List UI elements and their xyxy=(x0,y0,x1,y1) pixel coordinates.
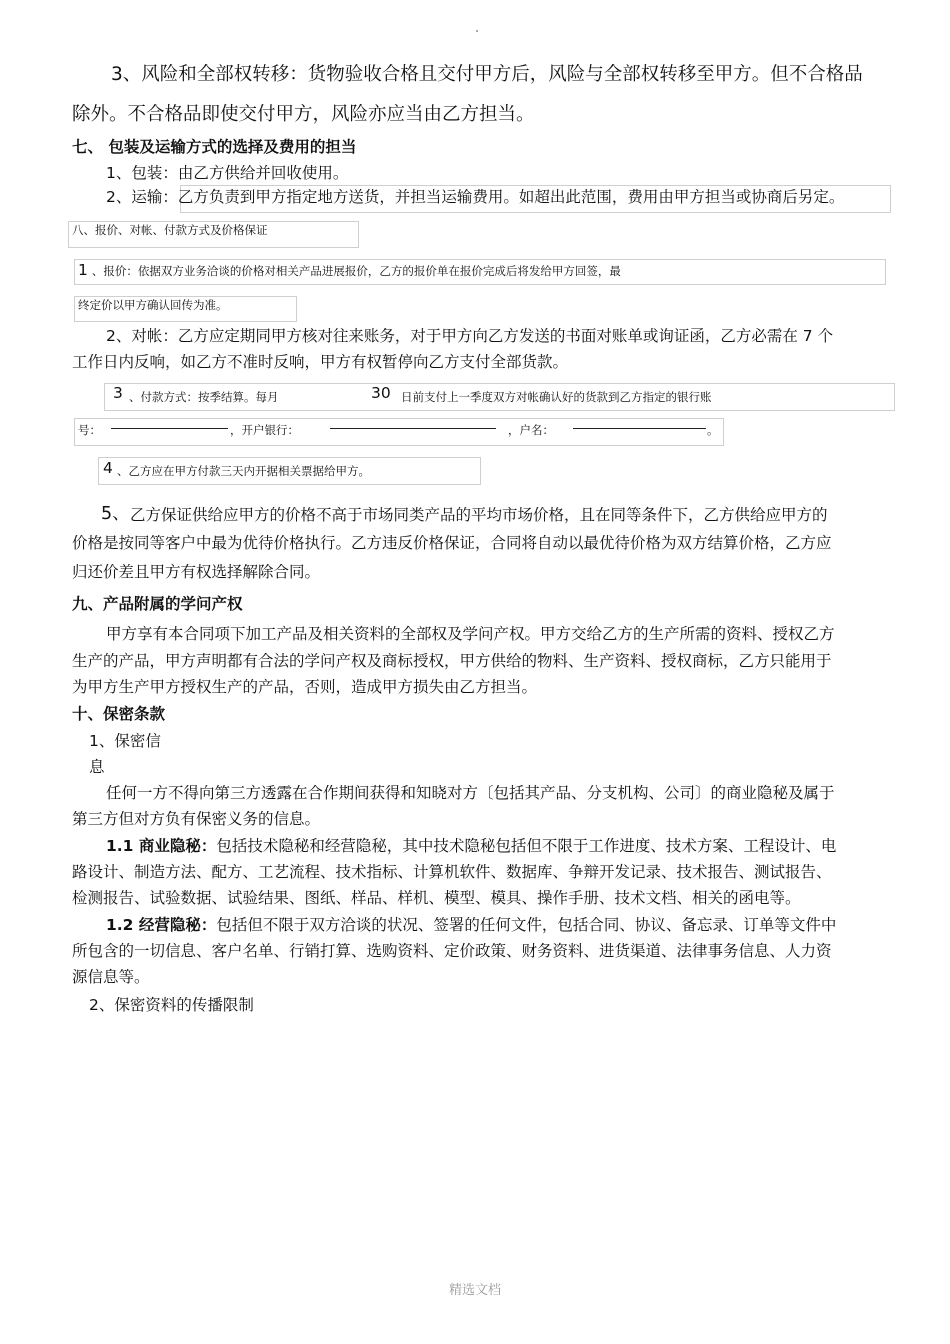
section-7-item-1: 1、包装：由乙方供给并回收使用。 xyxy=(106,164,349,182)
section-8-item-1 xyxy=(78,260,621,279)
section-10-item-2: 2、保密资料的传播限制 xyxy=(89,996,254,1014)
section-8-item-2-line-1: 2、对帐：乙方应定期同甲方核对往来账务，对于甲方向乙方发送的书面对账单或询证函，乙方必需在 7 个 xyxy=(106,327,834,345)
page-footer: 精选文档 xyxy=(448,1283,501,1298)
section-9-line-2: 生产的产品，甲方声明都有合法的学问产权及商标授权，甲方供给的物料、生产资料、授权商标，乙方只能用于 xyxy=(72,652,832,670)
account-label: 号： xyxy=(78,423,101,437)
section-10-item-1-cont: 息 xyxy=(89,758,105,776)
item-3-day: 30 xyxy=(371,384,391,402)
item-4-number: 4 xyxy=(103,459,113,477)
section-7-heading: 七、 包装及运输方式的选择及费用的担当 xyxy=(72,138,357,156)
section-10-item-1: 1、保密信 xyxy=(89,732,161,750)
section-9-line-3: 为甲方生产甲方授权生产的产品，否则，造成甲方损失由乙方担当。 xyxy=(72,678,538,696)
item-5-line-1: 乙方保证供给应甲方的价格不高于市场同类产品的平均市场价格，且在同等条件下，乙方供给应甲方的 xyxy=(130,506,828,524)
trade-secret-line-2: 路设计、制造方法、配方、工艺流程、技术指标、计算机软件、数据库、争辩开发记录、技术报告、测试报告、 xyxy=(72,863,832,881)
item-1-number: 1 xyxy=(78,261,88,279)
confidentiality-para-line-1: 任何一方不得向第三方透露在合作期间获得和知晓对方〔包括其产品、分支机构、公司〕的商业隐秘及属于 xyxy=(106,784,835,802)
account-name-blank xyxy=(573,428,706,429)
bank-label: ，开户银行： xyxy=(230,423,299,437)
account-end: 。 xyxy=(707,423,719,437)
item-3-text-b: 日前支付上一季度双方对帐确认好的货款到乙方指定的银行账 xyxy=(401,390,712,404)
trade-secret-label: 1.1 商业隐秘： xyxy=(106,837,217,855)
item-1-text: 、报价：依据双方业务洽谈的价格对相关产品进展报价，乙方的报价单在报价完成后将发给甲方回签，最 xyxy=(91,264,621,278)
risk-line-1: 3、风险和全部权转移：货物验收合格且交付甲方后，风险与全部权转移至甲方。但不合格品 xyxy=(111,64,863,85)
section-10-heading: 十、保密条款 xyxy=(72,705,166,723)
item-5-line-2: 价格是按同等客户中最为优待价格执行。乙方违反价格保证，合同将自动以最优待价格为双方结算价格，乙方应 xyxy=(72,534,832,552)
section-8-heading: 八、报价、对帐、付款方式及价格保证 xyxy=(72,223,268,237)
bank-blank xyxy=(330,428,496,429)
section-8-item-2-line-2: 工作日内反响，如乙方不准时反响，甲方有权暂停向乙方支付全部货款。 xyxy=(72,353,569,371)
item-4-text: 、乙方应在甲方付款三天内开据相关票据给甲方。 xyxy=(117,464,370,478)
top-mark xyxy=(476,30,478,32)
business-secret-line-3: 源信息等。 xyxy=(72,968,150,986)
account-blank xyxy=(111,428,228,429)
section-9-line-1: 甲方享有本合同项下加工产品及相关资料的全部权及学问产权。甲方交给乙方的生产所需的资料、授权乙方 xyxy=(106,625,835,643)
item-5-number: 5、 xyxy=(101,504,130,524)
text-frame xyxy=(74,418,724,446)
account-name-label: ，户名： xyxy=(508,423,554,437)
section-7-item-2: 2、运输：乙方负责到甲方指定地方送货，并担当运输费用。如超出此范围，费用由甲方担当或协商后另定。 xyxy=(106,188,845,206)
section-9-heading: 九、产品附属的学问产权 xyxy=(72,595,243,613)
item-3-text-a: 、付款方式：按季结算。每月 xyxy=(129,390,279,404)
item-3-number: 3 xyxy=(113,384,123,402)
trade-secret-line-3: 检测报告、试验数据、试验结果、图纸、样品、样机、模型、模具、操作手册、技术文档、相关的函电等。 xyxy=(72,889,801,907)
section-8-item-1-cont: 终定价以甲方确认回传为准。 xyxy=(78,298,228,312)
item-5-line-3: 归还价差且甲方有权选择解除合同。 xyxy=(72,563,321,581)
trade-secret-text: 包括技术隐秘和经营隐秘，其中技术隐秘包括但不限于工作进度、技术方案、工程设计、电 xyxy=(216,837,837,855)
business-secret-line-1 xyxy=(106,913,836,935)
confidentiality-para-line-2: 第三方但对方负有保密义务的信息。 xyxy=(72,810,321,828)
business-secret-line-2: 所包含的一切信息、客户名单、行销打算、选购资料、定价政策、财务资料、进货渠道、法律事务信息、人力资 xyxy=(72,942,832,960)
business-secret-text: 包括但不限于双方洽谈的状况、签署的任何文件，包括合同、协议、备忘录、订单等文件中 xyxy=(216,916,837,934)
trade-secret-line-1 xyxy=(106,834,836,856)
risk-line-2: 除外。不合格品即使交付甲方，风险亦应当由乙方担当。 xyxy=(72,104,535,125)
business-secret-label: 1.2 经营隐秘： xyxy=(106,916,217,934)
